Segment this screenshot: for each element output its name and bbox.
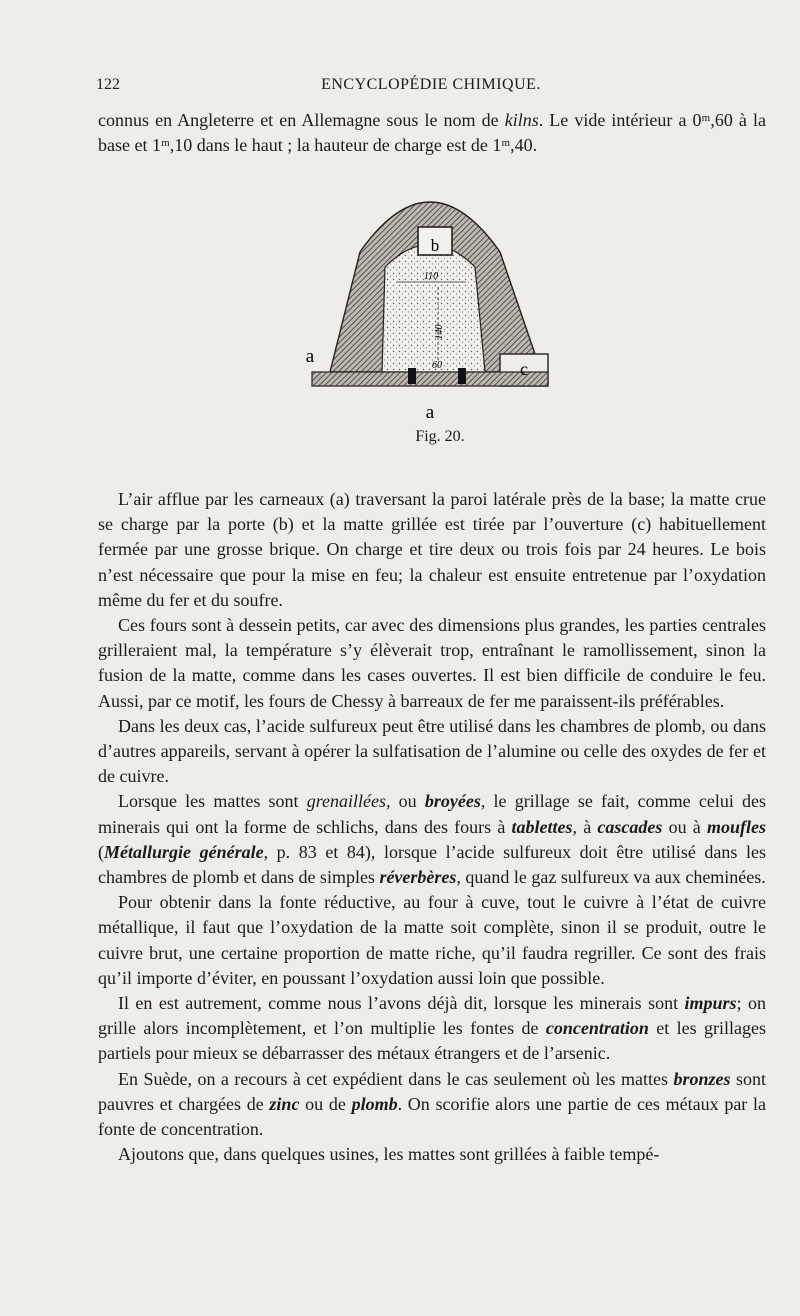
body-text [98,487,766,1167]
page-number: 122 [96,76,120,93]
dim-height: 140 [434,324,445,340]
label-a-left: a [305,346,315,367]
intro-paragraph [98,108,766,158]
label-a-bottom: a [425,402,435,423]
label-b: b [430,236,440,255]
paragraph-4: Dans les deux cas, l’acide sulfureux peut être utilisé dans les chambres de plomb, ou dans d’autres appareils, servant à opérer la sulfatisation de l’alumine ou celle des oxydes de fer et de cuivre. [98,715,766,787]
paragraph-2: L’air afflue par les carneaux (a) traversant la paroi latérale près de la base; la matte crue se charge par la porte (b) et la matte grillée est tirée par l’ouverture (c) habituellement fermée par une grosse brique. On charge et tire deux ou trois fois par 24 heures. Le bois n’est nécessaire que pour la mise en feu; la chaleur est ensuite entretenue par l’oxydation même du fer et du soufre. [98,489,766,610]
intro-kilns: kilns [504,110,539,130]
dim-top: 110 [423,271,439,282]
paragraph-5: Lorsque les mattes sont grenaillées, ou broyées, le grillage se fait, comme celui des minerais qui ont la forme de schlichs, dans des fours à tablettes, à cascades ou à moufles (Métallurgie générale, p. 83 et 84), lorsque l’acide sulfureux doit être utilisé dans les chambres de plomb et dans de simples réverbères, quand le gaz sulfureux va aux cheminées. [98,791,766,888]
label-c: c [520,359,528,379]
dim-bottom: 60 [432,360,442,371]
intro-text-after: . Le vide intérieur a 0ᵐ,60 à la base et 1ᵐ,10 dans le haut ; la hauteur de charge est de 1ᵐ,40. [98,110,766,156]
kiln-base [312,372,548,386]
paragraph-7: Il en est autrement, comme nous l’avons déjà dit, lorsque les minerais sont impurs; on grille alors incomplètement, et l’on multiplie les fontes de concentration et les grillages partiels pour mieux se débarrasser des métaux étrangers et de l’arsenic. [98,993,766,1064]
page-header [96,76,766,100]
figure-caption: Fig. 20. [415,428,465,445]
paragraph-9: Ajoutons que, dans quelques usines, les mattes sont grillées à faible tempé- [118,1144,660,1165]
running-title: ENCYCLOPÉDIE CHIMIQUE. [321,76,541,93]
paragraph-8: En Suède, on a recours à cet expédient dans le cas seulement où les mattes bronzes sont pauvres et chargées de zinc ou de plomb. On scorifie alors une partie de ces métaux par la fonte de concentration. [98,1068,766,1140]
paragraph-6: Pour obtenir dans la fonte réductive, au four à cuve, tout le cuivre à l’état de cuivre métallique, il faut que l’oxydation de la matte soit complète, sinon il se produit, outre le cuivre brut, une certaine proportion de matte riche, qu’il faudra regriller. Ce sont des frais qu’il importe d’éviter, en poussant l’oxydation aussi loin que possible. [98,892,766,988]
kiln-cavity [382,245,485,373]
figure-20-kiln-diagram [290,182,570,447]
intro-text: connus en Angleterre et en Allemagne sous le nom de [98,110,505,130]
paragraph-3: Ces fours sont à dessein petits, car avec des dimensions plus grandes, les parties centrales grilleraient mal, la température s’y élèverait trop, entraînant le ramollissement, sinon la fusion de la matte, comme dans les cases ouvertes. Il est bien difficile de conduire le feu. Aussi, par ce motif, les fours de Chessy à barreaux de fer me paraissent-ils préférables. [98,615,766,711]
